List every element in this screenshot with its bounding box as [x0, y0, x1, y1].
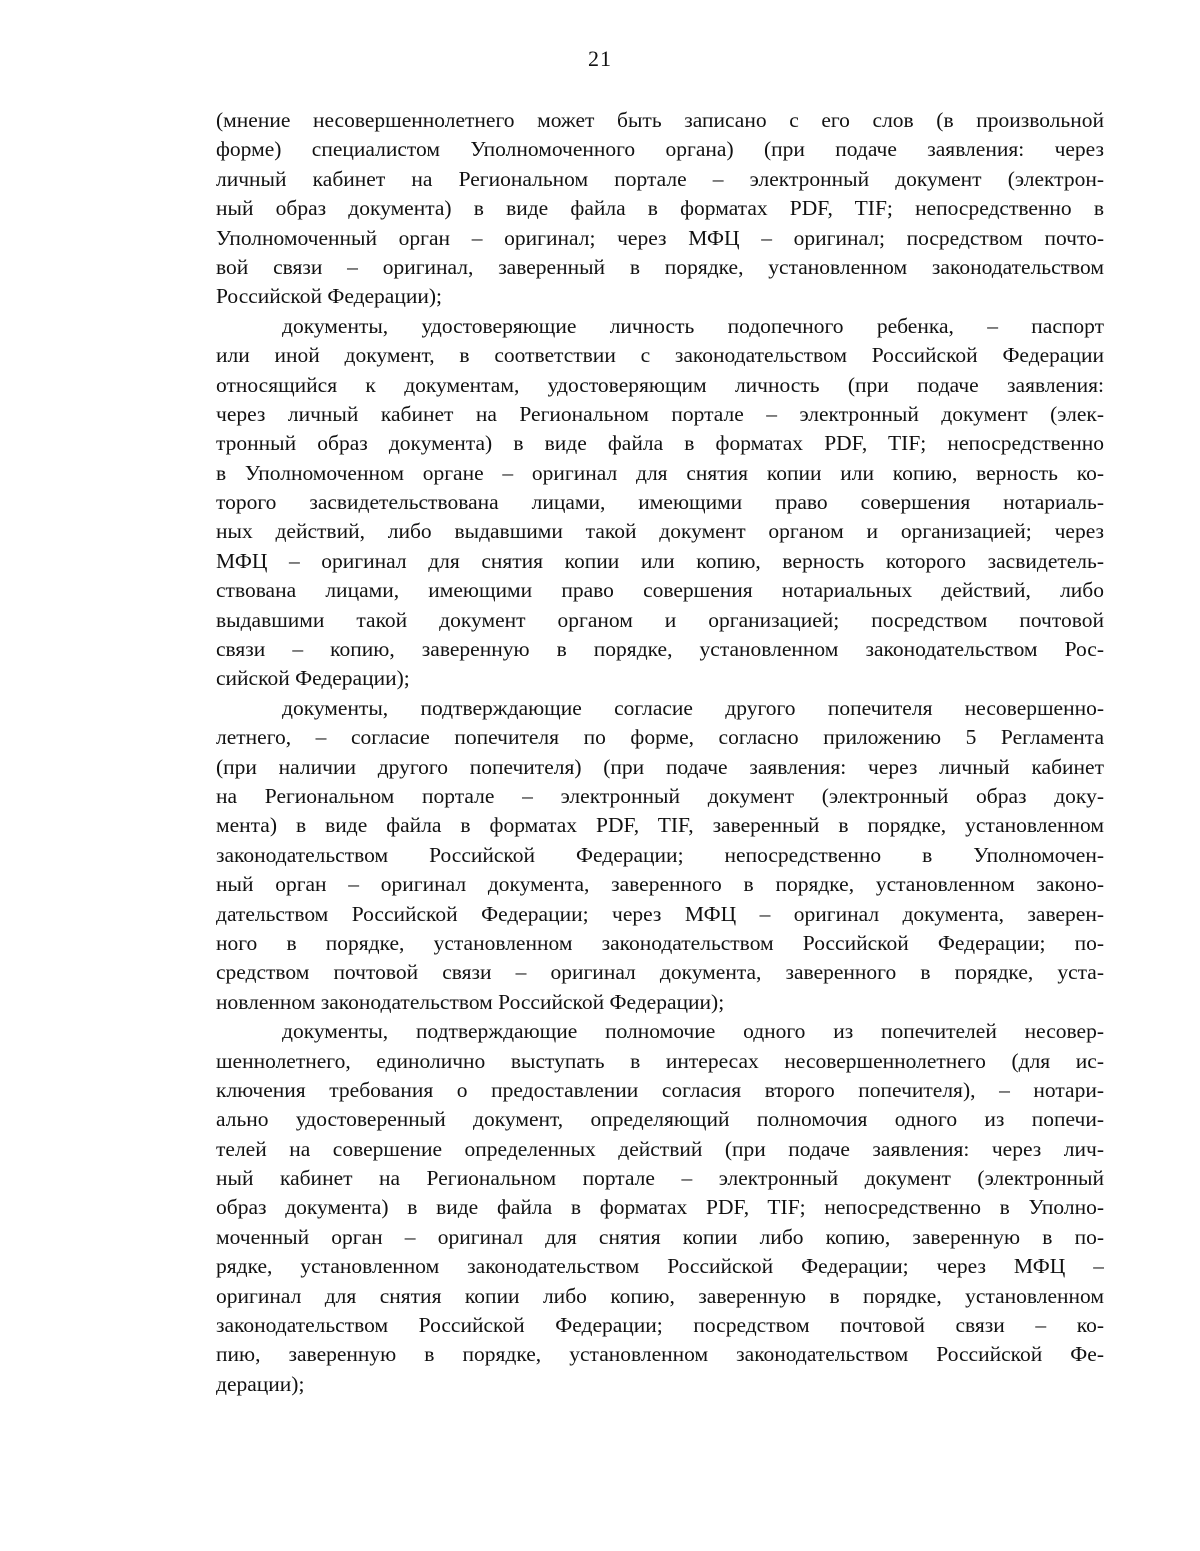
text-line: МФЦ – оригинал для снятия копии или копию, верность которого засвидетель- — [216, 548, 1104, 573]
text-line: ствована лицами, имеющими право совершения нотариальных действий, либо — [216, 578, 1104, 603]
text-line: летнего, – согласие попечителя по форме, согласно приложению 5 Регламента — [216, 725, 1104, 750]
text-line: тронный образ документа) в виде файла в форматах PDF, TIF; непосредственно — [216, 431, 1104, 456]
text-line: новленном законодательством Российской Федерации); — [216, 989, 725, 1014]
text-line: относящийся к документам, удостоверяющим личность (при подаче заявления: — [216, 372, 1104, 397]
text-line: Уполномоченный орган – оригинал; через МФЦ – оригинал; посредством почто- — [216, 225, 1104, 250]
text-line: ных действий, либо выдавшими такой документ органом и организацией; через — [216, 519, 1104, 544]
text-line: связи – копию, заверенную в порядке, установленном законодательством Рос- — [216, 637, 1104, 662]
text-line: в Уполномоченном органе – оригинал для снятия копии или копию, верность ко- — [216, 460, 1104, 485]
text-line: торого засвидетельствована лицами, имеющими право совершения нотариаль- — [216, 490, 1104, 515]
text-line: средством почтовой связи – оригинал документа, заверенного в порядке, уста- — [216, 960, 1104, 985]
text-line: ный образ документа) в виде файла в форматах PDF, TIF; непосредственно в — [216, 196, 1104, 221]
paragraph — [216, 694, 1104, 1017]
text-line: вой связи – оригинал, заверенный в порядке, установленном законодательством — [216, 254, 1104, 279]
text-line: мента) в виде файла в форматах PDF, TIF, заверенный в порядке, установленном — [216, 813, 1104, 838]
text-line: форме) специалистом Уполномоченного органа) (при подаче заявления: через — [216, 137, 1104, 162]
text-line: выдавшими такой документ органом и организацией; посредством почтовой — [216, 607, 1104, 632]
text-line: ключения требования о предоставлении согласия второго попечителя), – нотари- — [216, 1077, 1104, 1102]
text-line: шеннолетнего, единолично выступать в интересах несовершеннолетнего (для ис- — [216, 1048, 1104, 1073]
paragraph — [216, 1017, 1104, 1399]
text-line: Российской Федерации); — [216, 284, 443, 309]
text-line: ально удостоверенный документ, определяющий полномочия одного из попечи- — [216, 1107, 1104, 1132]
text-line: законодательством Российской Федерации; посредством почтовой связи – ко- — [216, 1313, 1104, 1338]
page-number: 21 — [588, 46, 612, 71]
text-line: дерации); — [216, 1371, 305, 1396]
document-body — [216, 106, 1104, 1399]
text-line: дательством Российской Федерации; через МФЦ – оригинал документа, заверен- — [216, 901, 1104, 926]
text-line: личный кабинет на Региональном портале – электронный документ (электрон- — [216, 166, 1104, 191]
text-line: документы, подтверждающие полномочие одного из попечителей несовер- — [282, 1019, 1104, 1044]
text-line: ный кабинет на Региональном портале – электронный документ (электронный — [216, 1166, 1104, 1191]
text-line: (при наличии другого попечителя) (при подаче заявления: через личный кабинет — [216, 754, 1104, 779]
paragraph — [216, 106, 1104, 312]
text-line: (мнение несовершеннолетнего может быть записано с его слов (в произвольной — [216, 108, 1104, 132]
text-line: телей на совершение определенных действий (при подаче заявления: через лич- — [216, 1136, 1104, 1161]
text-line: документы, удостоверяющие личность подопечного ребенка, – паспорт — [282, 313, 1104, 338]
text-line: документы, подтверждающие согласие другого попечителя несовершенно- — [282, 695, 1104, 720]
text-line: оригинал для снятия копии либо копию, заверенную в порядке, установленном — [216, 1283, 1104, 1308]
text-line: моченный орган – оригинал для снятия копии либо копию, заверенную в по- — [216, 1224, 1104, 1249]
text-line: ного в порядке, установленном законодательством Российской Федерации; по- — [216, 930, 1104, 955]
text-line: пию, заверенную в порядке, установленном законодательством Российской Фе- — [216, 1342, 1104, 1367]
text-line: ный орган – оригинал документа, заверенного в порядке, установленном законо- — [216, 872, 1104, 897]
text-line: законодательством Российской Федерации; непосредственно в Уполномочен- — [216, 842, 1104, 867]
text-line: сийской Федерации); — [216, 666, 410, 691]
text-line: на Региональном портале – электронный документ (электронный образ доку- — [216, 783, 1104, 808]
text-line: рядке, установленном законодательством Российской Федерации; через МФЦ – — [216, 1254, 1104, 1279]
paragraph — [216, 312, 1104, 694]
text-line: образ документа) в виде файла в форматах PDF, TIF; непосредственно в Уполно- — [216, 1195, 1104, 1220]
text-line: или иной документ, в соответствии с законодательством Российской Федерации — [216, 343, 1104, 368]
text-line: через личный кабинет на Региональном портале – электронный документ (элек- — [216, 401, 1104, 426]
